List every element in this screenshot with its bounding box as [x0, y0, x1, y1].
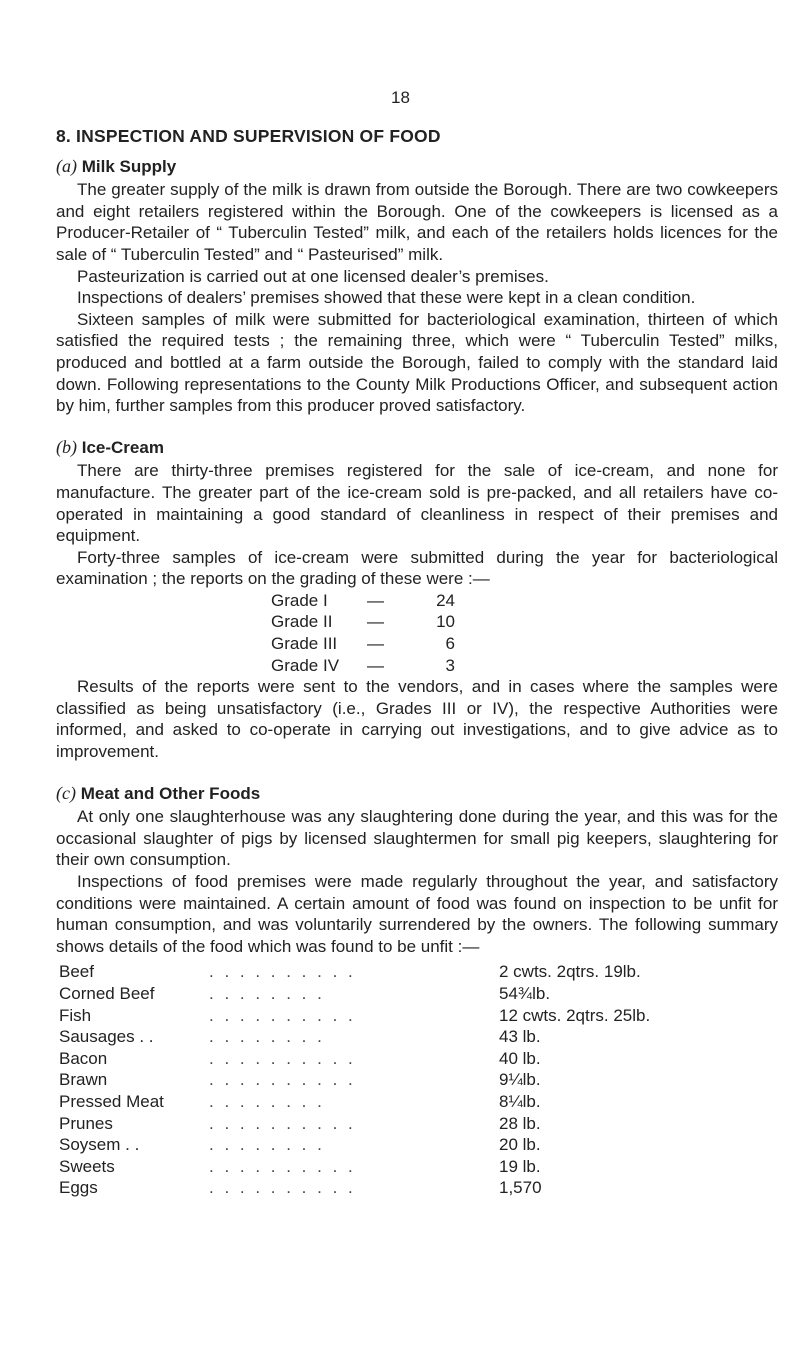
paragraph: Pasteurization is carried out at one licensed dealer’s premises.: [77, 266, 549, 286]
unfit-food-table: [59, 961, 650, 1199]
leader-dots: . . . . . . . .: [209, 1027, 325, 1047]
paragraph: Sixteen samples of milk were submitted for bacteriological examination, thirteen of which satisfied the required tests ; the remaining three, which were “ Tuberculin Tested” milks, produced and bottled at a farm outside the Borough, failed to comply with the standard laid down. Following representations to the County Milk Productions Officer, and subsequent action by him, further samples from this producer proved satisfactory.: [56, 309, 778, 416]
page-content: [56, 126, 778, 1219]
section-letter: (c): [56, 782, 76, 803]
grades-table: [271, 590, 455, 676]
table-row: [271, 633, 455, 655]
table-row: [59, 1091, 650, 1113]
paragraph: There are thirty-three premises registered for the sale of ice-cream, and none for manufacture. The greater part of the ice-cream sold is pre-packed, and all retailers have co-operated in maintaining a good standard of cleanliness in respect of their premises and equipment.: [56, 461, 778, 546]
section-meat-other-foods: [56, 783, 778, 1199]
paragraph: At only one slaughterhouse was any slaughtering done during the year, and this was for the occasional slaughter of pigs by licensed slaughtermen for small pig keepers, slaughtering for their own consumption.: [56, 807, 778, 870]
grade-name: Grade IV: [271, 655, 340, 675]
food-quantity: 43 lb.: [499, 1027, 541, 1047]
leader-dots: . . . . . . . . . .: [209, 1048, 356, 1068]
table-row: [271, 611, 455, 633]
food-item: Beef: [59, 962, 94, 982]
grade-count: 6: [445, 634, 455, 654]
food-quantity: 19 lb.: [499, 1156, 541, 1176]
page-number: 18: [391, 88, 410, 107]
section-heading: [56, 156, 778, 178]
food-quantity: 20 lb.: [499, 1135, 541, 1155]
food-quantity: 12 cwts. 2qtrs. 25lb.: [499, 1005, 651, 1025]
table-row: [59, 1048, 650, 1070]
section-milk-supply: [56, 156, 778, 417]
grade-count: 3: [445, 655, 455, 675]
page-title: 8. INSPECTION AND SUPERVISION OF FOOD: [56, 126, 441, 146]
food-quantity: 8¼lb.: [499, 1091, 541, 1111]
paragraph: Inspections of food premises were made regularly throughout the year, and satisfactory conditions were maintained. A certain amount of food was found on inspection to be unfit for human consumption, and was voluntarily surrendered by the owners. The following summary shows details of the food which was found to be unfit :—: [56, 872, 778, 956]
leader-dots: . . . . . . . . . .: [209, 1113, 356, 1133]
section-letter: (a): [56, 155, 77, 176]
table-row: [59, 1069, 650, 1091]
table-row: [59, 1026, 650, 1048]
grade-count: 24: [436, 590, 455, 610]
food-quantity: 9¼lb.: [499, 1070, 541, 1090]
leader-dots: . . . . . . . .: [209, 1135, 325, 1155]
section-letter: (b): [56, 436, 77, 457]
grade-dash: —: [367, 590, 384, 610]
grade-dash: —: [367, 655, 384, 675]
leader-dots: . . . . . . . . . .: [209, 962, 356, 982]
table-row: [271, 590, 455, 612]
section-title: Ice-Cream: [81, 437, 164, 457]
leader-dots: . . . . . . . . . .: [209, 1178, 356, 1198]
food-quantity: 28 lb.: [499, 1113, 541, 1133]
food-item: Pressed Meat: [59, 1091, 164, 1111]
paragraph: The greater supply of the milk is drawn from outside the Borough. There are two cowkeepers and eight retailers registered within the Borough. One of the cowkeepers is licensed as a Producer-Retailer of “ Tuberculin Tested” milk, and each of the retailers holds licences for the sale of “ Tuberculin Tested” and “ Pasteurised” milk.: [56, 180, 778, 264]
food-item: Corned Beef: [59, 983, 155, 1003]
section-ice-cream: [56, 437, 778, 763]
grade-dash: —: [367, 634, 384, 654]
food-quantity: 54¾lb.: [499, 983, 551, 1003]
food-item: Eggs: [59, 1178, 98, 1198]
food-quantity: 2 cwts. 2qtrs. 19lb.: [499, 962, 641, 982]
grade-name: Grade II: [271, 612, 333, 632]
food-item: Bacon: [59, 1048, 108, 1068]
food-item: Fish: [59, 1005, 92, 1025]
section-heading: [56, 783, 778, 805]
paragraph: Inspections of dealers’ premises showed that these were kept in a clean condition.: [77, 288, 696, 308]
food-item: Brawn: [59, 1070, 108, 1090]
table-row: [59, 983, 650, 1005]
section-title: Milk Supply: [81, 156, 177, 176]
table-row: [59, 961, 650, 983]
section-title: Meat and Other Foods: [80, 783, 261, 803]
food-quantity: 40 lb.: [499, 1048, 541, 1068]
leader-dots: . . . . . . . .: [209, 1091, 325, 1111]
leader-dots: . . . . . . . . . .: [209, 1156, 356, 1176]
paragraph: Forty-three samples of ice-cream were submitted during the year for bacteriological examination ; the reports on the grading of these were :—: [56, 547, 778, 589]
food-item: Prunes: [59, 1113, 113, 1133]
food-item: Soysem . .: [59, 1135, 140, 1155]
section-heading: [56, 437, 778, 459]
leader-dots: . . . . . . . . . .: [209, 1005, 356, 1025]
food-quantity: 1,570: [499, 1178, 542, 1198]
table-row: [271, 655, 455, 677]
grade-count: 10: [436, 612, 455, 632]
paragraph: Results of the reports were sent to the vendors, and in cases where the samples were classified as being unsatisfactory (i.e., Grades III or IV), the respective Authorities were informed, and asked to co-operate in carrying out investigations, and to give advice as to improvement.: [56, 677, 778, 762]
table-row: [59, 1005, 650, 1027]
leader-dots: . . . . . . . .: [209, 983, 325, 1003]
food-item: Sweets: [59, 1156, 115, 1176]
grade-name: Grade III: [271, 634, 338, 654]
table-row: [59, 1113, 650, 1135]
leader-dots: . . . . . . . . . .: [209, 1070, 356, 1090]
table-row: [59, 1156, 650, 1178]
table-row: [59, 1177, 650, 1199]
grade-name: Grade I: [271, 590, 328, 610]
grade-dash: —: [367, 612, 384, 632]
food-item: Sausages . .: [59, 1027, 154, 1047]
table-row: [59, 1134, 650, 1156]
